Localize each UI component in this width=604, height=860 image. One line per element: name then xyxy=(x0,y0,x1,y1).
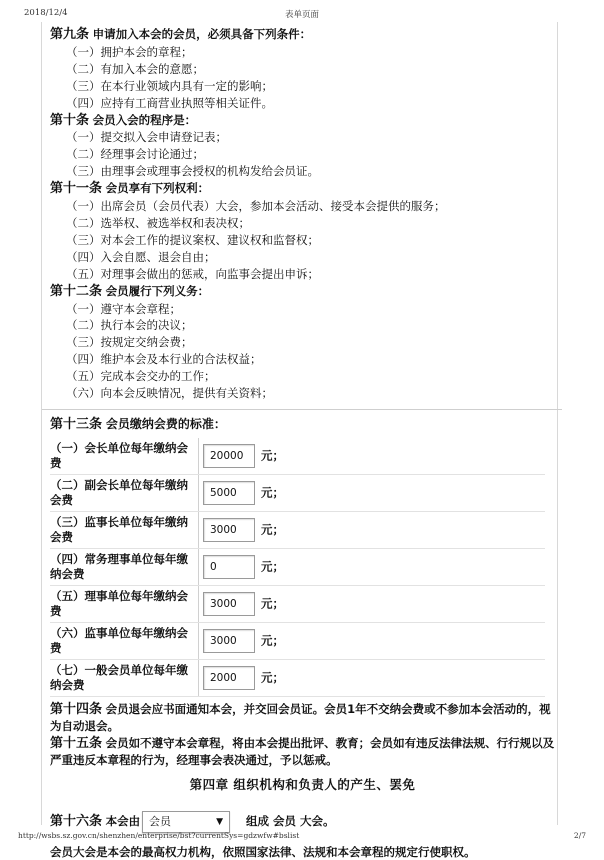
print-date: 2018/12/4 xyxy=(24,8,68,18)
art10-item: （一）提交拟入会申请登记表； xyxy=(66,130,227,145)
art12-item: （六）向本会反映情况，提供有关资料； xyxy=(66,386,273,401)
art9-heading: 第九条 申请加入本会的会员，必须具备下列条件： xyxy=(50,27,312,42)
fee-label: （四）常务理事单位每年缴纳会费 xyxy=(50,548,199,585)
art10-item: （二）经理事会讨论通过； xyxy=(66,147,204,162)
art12-item: （一）遵守本会章程； xyxy=(66,301,181,316)
art15-paragraph: 第十五条 会员如不遵守本会章程，将由本会提出批评、教育；会员如有违反法律法规、行行规以及严重违反本章程的行为，经理事会表决通过，予以惩戒。 xyxy=(50,735,555,768)
fee-unit: 元； xyxy=(261,596,284,611)
fee-label: （三）监事长单位每年缴纳会费 xyxy=(50,511,199,548)
fee-amount-input[interactable]: 20000 xyxy=(203,444,255,468)
art12-item: （三）按规定交纳会费； xyxy=(66,335,193,350)
fee-unit: 元； xyxy=(261,485,284,500)
fee-unit: 元； xyxy=(261,522,284,537)
art11-item: （二）选举权、被选举权和表决权； xyxy=(66,215,250,230)
page-header-title: 表单页面 xyxy=(284,10,319,20)
art14-paragraph: 第十四条 会员退会应书面通知本会，并交回会员证。会员1年不交纳会费或不参加本会活动的，视为自动退会。 xyxy=(50,701,551,734)
art11-item: （五）对理事会做出的惩戒，向监事会提出申诉； xyxy=(66,266,319,281)
left-border xyxy=(41,22,42,825)
art11-item: （三）对本会工作的提议案权、建议权和监督权； xyxy=(66,232,319,247)
art9-item: （四）应持有工商营业执照等相关证件。 xyxy=(66,95,273,110)
art12-item: （四）维护本会及本行业的合法权益； xyxy=(66,352,262,367)
fee-label: （七）一般会员单位每年缴纳会费 xyxy=(50,659,199,696)
fee-amount-input[interactable]: 3000 xyxy=(203,592,255,616)
art9-item: （三）在本行业领域内具有一定的影响； xyxy=(66,78,273,93)
right-border xyxy=(557,22,558,825)
art11-item: （一）出席会员（会员代表）大会，参加本会活动、接受本会提供的服务； xyxy=(66,199,446,214)
fee-amount-input[interactable]: 0 xyxy=(203,555,255,579)
art12-heading: 第十二条 会员履行下列义务： xyxy=(50,283,210,299)
fee-value-cell xyxy=(203,659,545,696)
fee-value-cell xyxy=(203,511,545,548)
fee-amount-input[interactable]: 2000 xyxy=(203,666,255,690)
fee-amount-input[interactable]: 3000 xyxy=(203,629,255,653)
fee-value-cell xyxy=(203,438,545,475)
chapter-title: 第四章 组织机构和负责人的产生、罢免 xyxy=(189,776,416,792)
fee-amount-input[interactable]: 5000 xyxy=(203,481,255,505)
fee-row xyxy=(50,438,545,475)
fee-amount-input[interactable]: 3000 xyxy=(203,518,255,542)
fee-row xyxy=(50,511,545,548)
fee-unit: 元； xyxy=(261,559,284,574)
fee-unit: 元； xyxy=(261,448,284,463)
fee-value-cell xyxy=(203,622,545,659)
art10-heading: 第十条 会员入会的程序是： xyxy=(50,112,197,128)
fee-label: （二）副会长单位每年缴纳会费 xyxy=(50,474,199,511)
fee-unit: 元； xyxy=(261,633,284,648)
caret-down-icon: ▼ xyxy=(216,816,223,827)
page-footer xyxy=(10,831,594,845)
fee-value-cell xyxy=(203,548,545,585)
fee-value-cell xyxy=(203,585,545,622)
art13-heading: 第十三条 会员缴纳会费的标准： xyxy=(50,416,226,432)
fee-value-cell xyxy=(203,474,545,511)
art11-heading: 第十一条 会员享有下列权利： xyxy=(50,181,210,197)
art12-item: （五）完成本会交办的工作； xyxy=(66,369,216,384)
art16-after: 组成 会员 大会。 xyxy=(246,814,335,829)
art11-item: （四）入会自愿、退会自由； xyxy=(66,249,216,264)
art12-item: （二）执行本会的决议； xyxy=(66,318,193,333)
document-body xyxy=(50,26,555,860)
fee-row xyxy=(50,659,545,696)
fee-row xyxy=(50,622,545,659)
page-url: http://wsbs.sz.gov.cn/shenzhen/enterprise/bst?currentSys=gdzwfw#bslist xyxy=(18,831,300,840)
art10-item: （三）由理事会或理事会授权的机构发给会员证。 xyxy=(66,164,319,179)
fee-row xyxy=(50,548,545,585)
assembly-type-select[interactable] xyxy=(142,811,230,833)
last-paragraph: 会员大会是本会的最高权力机构，依照国家法律、法规和本会章程的规定行使职权。 xyxy=(50,844,476,859)
section-divider xyxy=(42,409,562,410)
art16-label: 第十六条 本会由 xyxy=(50,814,141,830)
page-number: 2/7 xyxy=(573,831,586,840)
page-header xyxy=(10,8,594,22)
fee-row xyxy=(50,585,545,622)
select-value: 会员 xyxy=(149,814,171,828)
fee-label: （五）理事单位每年缴纳会费 xyxy=(50,585,199,622)
fee-table xyxy=(50,438,545,697)
art9-item: （二）有加入本会的意愿； xyxy=(66,61,204,76)
fee-label: （一）会长单位每年缴纳会费 xyxy=(50,438,199,475)
fee-unit: 元； xyxy=(261,670,284,685)
art9-item: （一）拥护本会的章程； xyxy=(66,44,193,59)
fee-row xyxy=(50,474,545,511)
fee-label: （六）监事单位每年缴纳会费 xyxy=(50,622,199,659)
